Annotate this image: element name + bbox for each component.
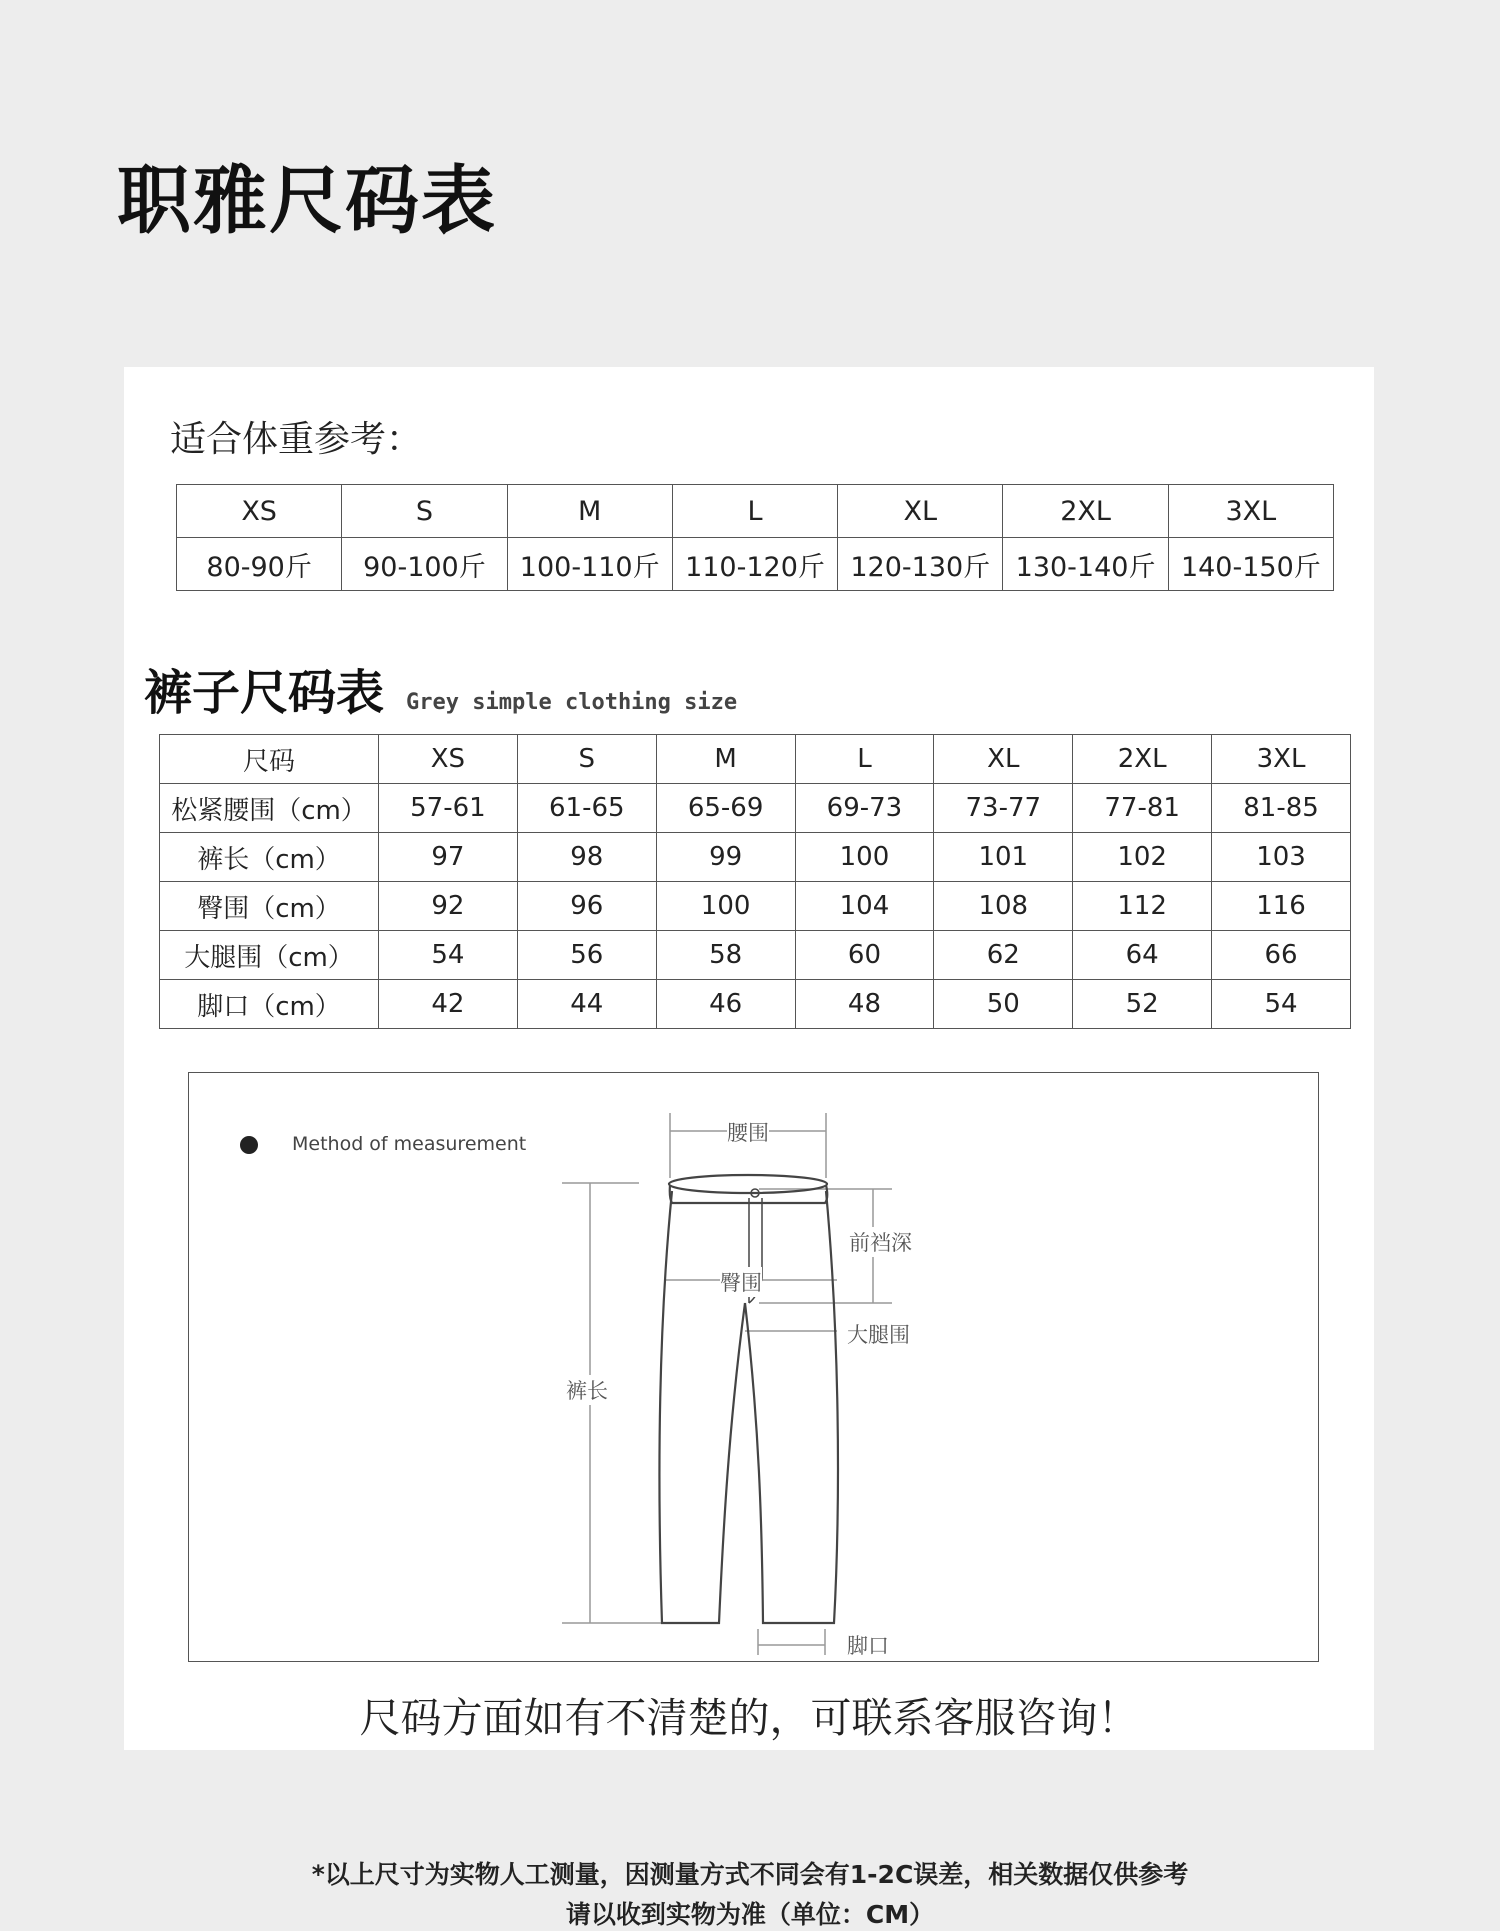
weight-value-cell: 100-110斤 — [507, 538, 672, 591]
thigh-label: 大腿围 — [847, 1319, 910, 1349]
table-cell: 60 — [795, 931, 934, 980]
weight-value-cell: 130-140斤 — [1003, 538, 1168, 591]
weight-reference-heading: 适合体重参考： — [170, 419, 423, 460]
table-row-hem — [160, 980, 1351, 1029]
table-cell: 44 — [517, 980, 656, 1029]
table-header-cell: S — [517, 735, 656, 784]
table-cell: 58 — [656, 931, 795, 980]
table-cell: 116 — [1212, 882, 1351, 931]
weight-size-cell: 3XL — [1168, 485, 1333, 538]
table-cell: 100 — [656, 882, 795, 931]
table-header-row — [160, 735, 1351, 784]
table-cell: 64 — [1073, 931, 1212, 980]
table-cell: 100 — [795, 833, 934, 882]
table-cell: 52 — [1073, 980, 1212, 1029]
pants-size-heading — [144, 654, 737, 723]
weight-value-cell: 90-100斤 — [342, 538, 507, 591]
row-label: 松紧腰围（cm） — [160, 784, 379, 833]
table-cell: 54 — [379, 931, 518, 980]
hip-label: 臀围 — [720, 1267, 762, 1297]
table-cell: 103 — [1212, 833, 1351, 882]
table-header-cell: 3XL — [1212, 735, 1351, 784]
method-of-measurement-label: Method of measurement — [292, 1133, 527, 1155]
row-label: 臀围（cm） — [160, 882, 379, 931]
table-cell: 92 — [379, 882, 518, 931]
row-label: 裤长（cm） — [160, 833, 379, 882]
table-cell: 57-61 — [379, 784, 518, 833]
table-cell: 108 — [934, 882, 1073, 931]
table-cell: 101 — [934, 833, 1073, 882]
table-cell: 62 — [934, 931, 1073, 980]
weight-value-cell: 120-130斤 — [838, 538, 1003, 591]
weight-size-cell: 2XL — [1003, 485, 1168, 538]
row-label: 脚口（cm） — [160, 980, 379, 1029]
weight-size-cell: XS — [177, 485, 342, 538]
table-cell: 81-85 — [1212, 784, 1351, 833]
table-cell: 69-73 — [795, 784, 934, 833]
pants-outline-illustration — [189, 1073, 1318, 1661]
pants-size-subtitle: Grey simple clothing size — [406, 690, 738, 715]
table-row-waist — [160, 784, 1351, 833]
table-cell: 61-65 — [517, 784, 656, 833]
table-header-cell: 2XL — [1073, 735, 1212, 784]
table-row-length — [160, 833, 1351, 882]
weight-size-cell: L — [672, 485, 837, 538]
length-label: 裤长 — [566, 1375, 608, 1405]
row-label: 大腿围（cm） — [160, 931, 379, 980]
table-cell: 99 — [656, 833, 795, 882]
table-row-thigh — [160, 931, 1351, 980]
table-cell: 97 — [379, 833, 518, 882]
weight-size-cell: M — [507, 485, 672, 538]
contact-service-note: 尺码方面如有不清楚的，可联系客服咨询！ — [359, 1694, 1139, 1742]
table-header-cell: M — [656, 735, 795, 784]
table-cell: 48 — [795, 980, 934, 1029]
table-cell: 65-69 — [656, 784, 795, 833]
waist-label: 腰围 — [727, 1117, 769, 1147]
table-cell: 54 — [1212, 980, 1351, 1029]
table-cell: 98 — [517, 833, 656, 882]
table-cell: 112 — [1073, 882, 1212, 931]
page-title: 职雅尺码表 — [117, 158, 497, 244]
table-cell: 73-77 — [934, 784, 1073, 833]
table-header-cell: L — [795, 735, 934, 784]
table-cell: 42 — [379, 980, 518, 1029]
weight-value-cell: 140-150斤 — [1168, 538, 1333, 591]
front-rise-label: 前裆深 — [849, 1227, 912, 1257]
table-cell: 56 — [517, 931, 656, 980]
table-header-cell: XL — [934, 735, 1073, 784]
table-cell: 96 — [517, 882, 656, 931]
table-cell: 104 — [795, 882, 934, 931]
weight-table-size-row — [177, 485, 1334, 538]
pants-size-table — [159, 734, 1351, 1029]
size-chart-card — [124, 367, 1374, 1750]
table-header-cell: XS — [379, 735, 518, 784]
weight-value-cell: 80-90斤 — [177, 538, 342, 591]
weight-value-cell: 110-120斤 — [672, 538, 837, 591]
table-cell: 77-81 — [1073, 784, 1212, 833]
bullet-dot-icon — [240, 1136, 258, 1154]
measurement-footnote: *以上尺寸为实物人工测量，因测量方式不同会有1-2C误差，相关数据仅供参考 — [311, 1860, 1189, 1889]
table-cell: 66 — [1212, 931, 1351, 980]
weight-size-cell: S — [342, 485, 507, 538]
weight-table-weight-row — [177, 538, 1334, 591]
measurement-diagram — [188, 1072, 1319, 1662]
pants-size-title: 裤子尺码表 — [144, 665, 385, 721]
table-cell: 46 — [656, 980, 795, 1029]
measurement-footnote-unit: 请以收到实物为准（单位：CM） — [565, 1900, 935, 1929]
weight-size-cell: XL — [838, 485, 1003, 538]
table-header-cell: 尺码 — [160, 735, 379, 784]
table-cell: 102 — [1073, 833, 1212, 882]
table-row-hip — [160, 882, 1351, 931]
table-cell: 50 — [934, 980, 1073, 1029]
hem-label: 脚口 — [847, 1630, 889, 1660]
weight-table — [176, 484, 1334, 591]
